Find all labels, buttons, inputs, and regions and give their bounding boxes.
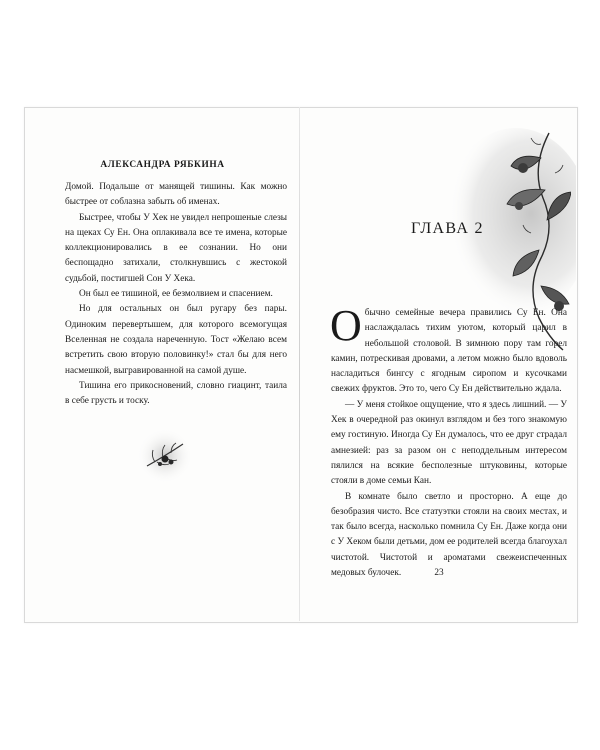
paragraph: Но для остальных он был ругару без пары. Одиноким перевертышем, для которого всемогущая Вселенная не создала нареченную. Тост «Желаю всем встретить свою вторую половинку!» стал бы для него насмешкой, выгравированной на самой душе. [65, 304, 287, 376]
page-number: 23 [434, 568, 444, 578]
running-header: АЛЕКСАНДРА РЯБКИНА [100, 160, 225, 170]
left-page-text [65, 180, 287, 409]
drop-cap: О [330, 301, 362, 350]
paragraph-text: бычно семейные вечера правились Су Ен. Она наслаждалась тихим уютом, который царил в небольшой столовой. В зимнюю пору там горел камин, потрескивая дровами, а летом можно было вдоволь насладиться бингсу с ягодным сиропом и кусочками свежих фруктов. Это то, чего Су Ен действительно ждала. [331, 308, 567, 395]
paragraph: Он был ее тишиной, ее безмолвием и спасением. [79, 289, 273, 300]
book-gutter [299, 107, 300, 621]
left-page [25, 108, 300, 622]
right-page [301, 108, 577, 622]
paragraph: Тишина его прикосновений, словно гиацинт, таила в себе грусть и тоску. [65, 380, 287, 407]
book-spread [24, 107, 578, 623]
paragraph-first [330, 301, 567, 398]
floral-ornament-icon [135, 426, 195, 486]
right-page-text [330, 301, 567, 581]
chapter-title: ГЛАВА 2 [411, 220, 484, 237]
paragraph: В комнате было светло и просторно. А еще до безобразия чисто. Все статуэтки стояли на своих местах, и так было всегда, насколько помнила Су Ен. Даже когда они с У Хеком были детьми, дом ее родителей всегда благоухал чистотой. Чистотой и ароматами свежеиспеченных медовых булочек. [331, 491, 567, 579]
paragraph: Быстрее, чтобы У Хек не увидел непрошеные слезы на щеках Су Ен. Она оплакивала все те имена, которые коллекционировались в ее сознании. Но они беспощадно затихали, столкнувшись с жестокой судьбой, постигшей Сон У Хека. [65, 212, 287, 284]
paragraph: Домой. Подальше от манящей тишины. Как можно быстрее от соблазна забыть об именах. [65, 182, 287, 208]
paragraph: — У меня стойкое ощущение, что я здесь лишний. — У Хек в очередной раз окинул взглядом и без того знакомую ему гостиную. Иногда Су Ен думалось, что ее друг страдал амнезией: раз за разом он с неподдельным интересом пялился на всякие бесполезные штуковины, которые стояли в доме семьи Кан. [331, 399, 567, 487]
